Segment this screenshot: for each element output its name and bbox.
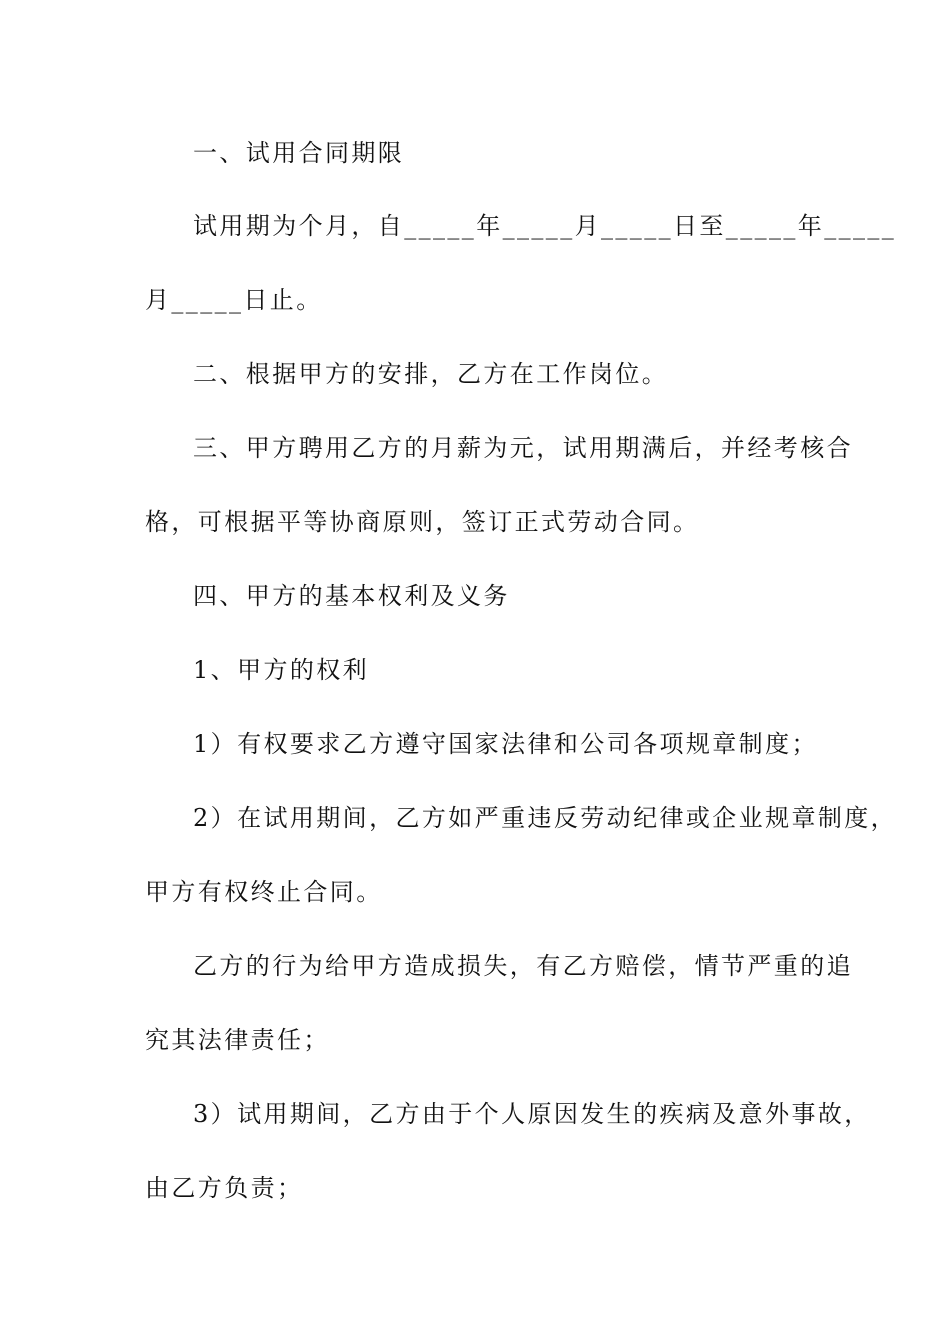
paragraph-line: 试用期为个月，自_____年_____月_____日至_____年_____ — [193, 212, 897, 240]
paragraph-line: 乙方的行为给甲方造成损失，有乙方赔偿，情节严重的追 — [193, 952, 853, 980]
paragraph-line: 二、根据甲方的安排，乙方在工作岗位。 — [193, 360, 669, 388]
list-item: 2）在试用期间，乙方如严重违反劳动纪律或企业规章制度， — [193, 804, 898, 832]
paragraph-line: 甲方有权终止合同。 — [145, 878, 383, 906]
paragraph-line: 月_____日止。 — [145, 286, 323, 314]
heading-party-a-rights-duties: 四、甲方的基本权利及义务 — [193, 582, 510, 610]
paragraph-line: 三、甲方聘用乙方的月薪为元，试用期满后，并经考核合 — [193, 434, 853, 462]
paragraph-line: 究其法律责任； — [145, 1026, 330, 1054]
subheading-party-a-rights: 1、甲方的权利 — [193, 656, 370, 684]
paragraph-line: 格，可根据平等协商原则，签订正式劳动合同。 — [145, 508, 700, 536]
heading-probation-period: 一、试用合同期限 — [193, 139, 405, 167]
list-item: 1）有权要求乙方遵守国家法律和公司各项规章制度； — [193, 730, 818, 758]
list-item: 3）试用期间，乙方由于个人原因发生的疾病及意外事故， — [193, 1100, 871, 1128]
paragraph-line: 由乙方负责； — [145, 1174, 304, 1202]
